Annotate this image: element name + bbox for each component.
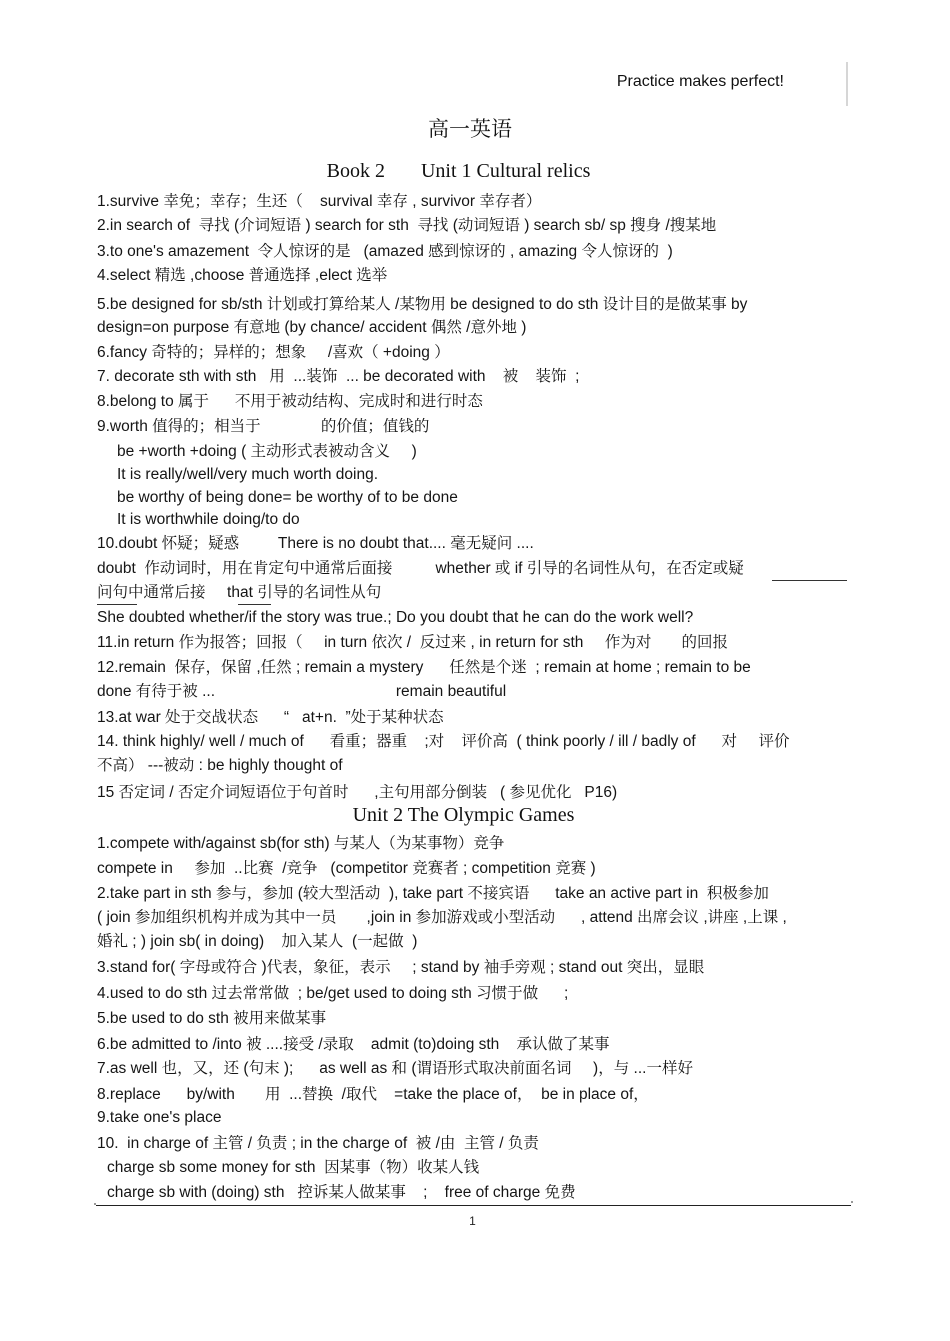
unit1-item-12-cont: done 有待于被 ... remain beautiful <box>97 683 507 700</box>
unit2-item-2: 2.take part in sth 参与，参加 (较大型活动 ), take part 不接宾语 take an active part in 积极参加 <box>97 885 769 902</box>
unit1-item-9-sub-4: It is worthwhile doing/to do <box>117 511 300 528</box>
underline-mark <box>238 604 271 605</box>
unit2-heading: Unit 2 The Olympic Games <box>352 804 575 826</box>
unit2-item-9: 9.take one's place <box>97 1109 222 1126</box>
unit1-heading: Unit 1 Cultural relics <box>420 160 591 182</box>
book-unit-subtitle <box>0 160 917 183</box>
unit2-item-10-sub-2: charge sb with (doing) sth 控诉某人做某事 ; free of charge 免费 <box>107 1184 576 1201</box>
unit1-item-6: 6.fancy 奇特的；异样的；想象 /喜欢（ +doing ） <box>97 344 450 361</box>
unit1-item-5-cont: design=on purpose 有意地 (by chance/ accident 偶然 /意外地 ) <box>97 319 527 336</box>
page-number: 1 <box>469 1214 476 1228</box>
underline-mark <box>772 580 847 581</box>
underline-mark <box>97 604 137 605</box>
unit1-item-1: 1.survive 幸免；幸存；生还（ survival 幸存 , survivor 幸存者） <box>97 193 542 210</box>
unit1-item-11: 11.in return 作为报答；回报（ in turn 依次 / 反过来 , in return for sth 作为对 的回报 <box>97 634 729 651</box>
unit1-item-10: 10.doubt 怀疑；疑惑 There is no doubt that.... 毫无疑问 .... <box>97 535 534 552</box>
unit1-item-9-sub-2: It is really/well/very much worth doing. <box>117 466 379 483</box>
unit1-item-2: 2.in search of 寻找 (介词短语 ) search for sth 寻找 (动词短语 ) search sb/ sp 搜身 /搜某地 <box>97 217 717 234</box>
footer-rule <box>96 1205 851 1206</box>
unit2-item-2-cont: ( join 参加组织机构并成为其中一员 ,join in 参加游戏或小型活动 , attend 出席会议 ,讲座 ,上课 , <box>97 909 787 926</box>
unit1-item-8: 8.belong to 属于 不用于被动结构、完成时和进行时态 <box>97 393 483 410</box>
unit2-item-1: 1.compete with/against sb(for sth) 与某人（为某事物）竞争 <box>97 835 505 852</box>
unit2-item-1-cont: compete in 参加 ..比赛 /竞争 (competitor 竞赛者 ; competition 竞赛 ) <box>97 860 596 877</box>
unit2-item-2-cont-2: 婚礼 ; ) join sb( in doing) 加入某人 (一起做 ) <box>97 933 418 950</box>
unit1-item-9-sub-3: be worthy of being done= be worthy of to be done <box>117 489 458 506</box>
unit2-item-4: 4.used to do sth 过去常常做 ; be/get used to doing sth 习惯于做 ; <box>97 985 569 1002</box>
unit2-item-10: 10. in charge of 主管 / 负责 ; in the charge of 被 /由 主管 / 负责 <box>97 1135 539 1152</box>
corner-mark <box>851 1201 853 1203</box>
unit2-item-10-sub-1: charge sb some money for sth 因某事（物）收某人钱 <box>107 1159 480 1176</box>
unit1-item-15: 15 否定词 / 否定介词短语位于句首时 ,主句用部分倒装 ( 参见优化 P16) <box>97 784 618 801</box>
unit1-item-10-example: She doubted whether/if the story was true.; Do you doubt that he can do the work well? <box>97 609 694 626</box>
unit1-item-14: 14. think highly/ well / much of 看重；器重 ;对 评价高 ( think poorly / ill / badly of 对 评价 <box>97 733 790 750</box>
unit2-item-6: 6.be admitted to /into 被 ....接受 /录取 admit (to)doing sth 承认做了某事 <box>97 1036 610 1053</box>
unit2-item-5: 5.be used to do sth 被用来做某事 <box>97 1010 327 1027</box>
header-rule <box>846 62 848 106</box>
unit1-item-10-note-cont: 问句中通常后接 that 引导的名词性从句 <box>97 584 382 601</box>
unit1-item-9-sub-1: be +worth +doing ( 主动形式表被动含义 ) <box>117 443 417 460</box>
unit1-item-9: 9.worth 值得的；相当于 的价值；值钱的 <box>97 418 430 435</box>
unit1-item-12: 12.remain 保存，保留 ,任然 ; remain a mystery 任然是个迷 ; remain at home ; remain to be <box>97 659 751 676</box>
unit1-item-5: 5.be designed for sb/sth 计划或打算给某人 /某物用 be designed to do sth 设计目的是做某事 by <box>97 296 748 313</box>
page-title: 高一英语 <box>428 117 512 141</box>
header-motto: Practice makes perfect! <box>616 73 784 90</box>
unit1-item-14-cont: 不高） ---被动 : be highly thought of <box>97 757 343 774</box>
unit2-item-7: 7.as well 也，又，还 (句末 ); as well as 和 (谓语形式取决前面名词 )，与 ...一样好 <box>97 1060 693 1077</box>
unit1-item-4: 4.select 精选 ,choose 普通选择 ,elect 选举 <box>97 267 388 284</box>
unit1-item-10-note: doubt 作动词时，用在肯定句中通常后面接 whether 或 if 引导的名词性从句，在否定或疑 <box>97 560 744 577</box>
unit1-item-3: 3.to one's amazement 令人惊讶的是 (amazed 感到惊讶的 , amazing 令人惊讶的 ) <box>97 243 673 260</box>
unit2-item-8: 8.replace by/with 用 ...替换 /取代 =take the place of， be in place of， <box>97 1086 649 1103</box>
unit1-item-13: 13.at war 处于交战状态 “ at+n. ”处于某种状态 <box>97 709 444 726</box>
unit2-item-3: 3.stand for( 字母或符合 )代表，象征，表示 ; stand by 袖手旁观 ; stand out 突出，显眼 <box>97 959 705 976</box>
unit1-item-7: 7. decorate sth with sth 用 ...装饰 ... be decorated with 被 装饰 ; <box>97 368 580 385</box>
book-label: Book 2 <box>326 160 385 182</box>
